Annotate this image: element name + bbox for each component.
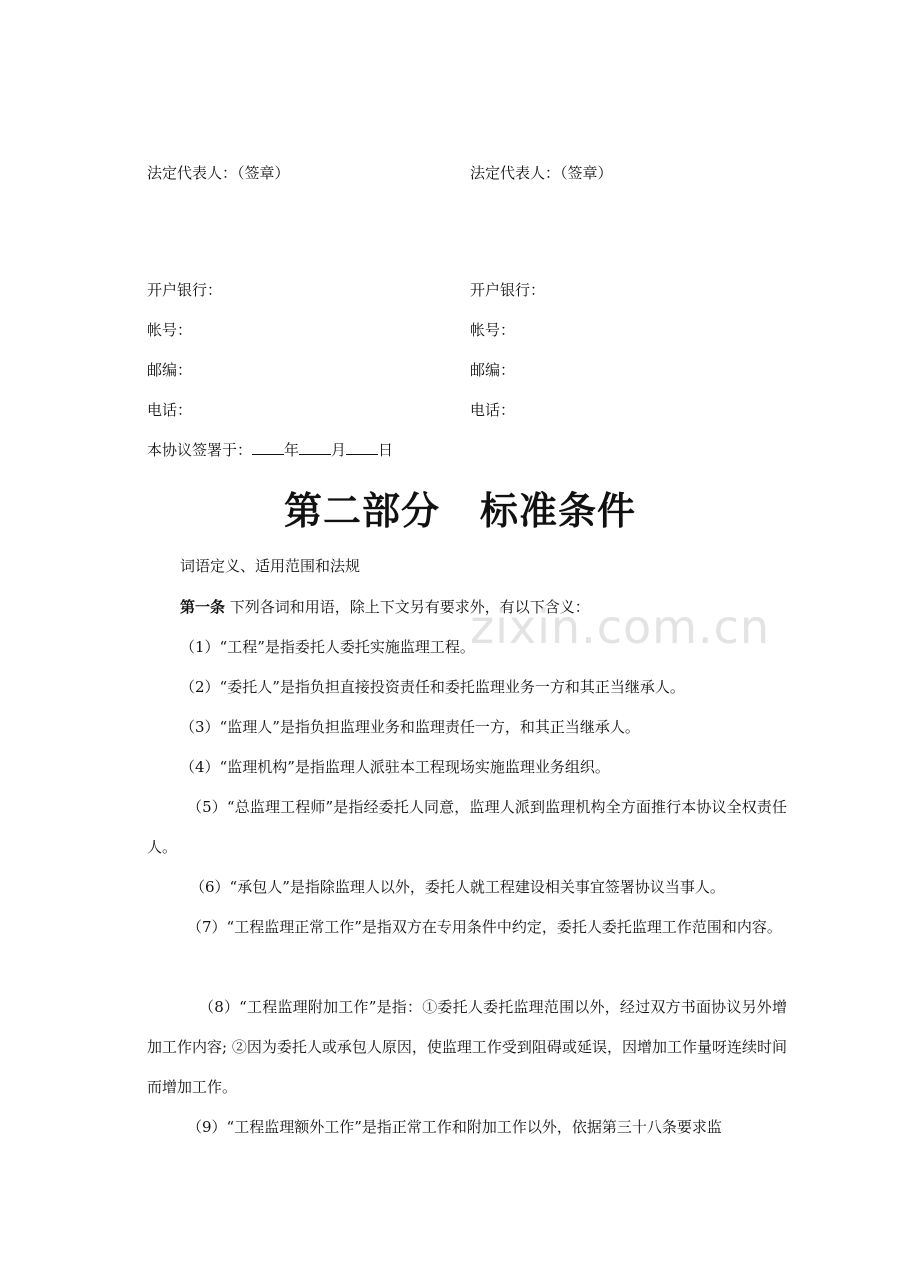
watermark: zixin.com.cn [470, 600, 771, 654]
left-bank: 开户银行： [147, 281, 223, 299]
definition-item: （8）“工程监理附加工作”是指：①委托人委托监理范围以外，经过双方书面协议另外增加工作内容; ②因为委托人或承包人原因，使监理工作受到阻碍或延误，因增加工作量呀连续时间而增加工作。 [147, 998, 787, 1096]
month-label: 月 [331, 441, 347, 459]
left-account: 帐号： [147, 321, 193, 339]
article-1-label: 第一条 [180, 598, 226, 616]
left-legal-rep: 法定代表人：（签章） [147, 164, 290, 182]
left-phone: 电话： [147, 401, 193, 419]
month-blank [299, 440, 331, 455]
part-label: 第二部分 [283, 489, 440, 533]
year-label: 年 [284, 441, 300, 459]
article-1-text: 下列各词和用语，除上下文另有要求外，有以下含义： [229, 598, 590, 616]
right-legal-rep: 法定代表人：（签章） [470, 164, 613, 182]
right-account: 帐号： [470, 321, 516, 339]
part-title: 标准条件 [480, 489, 637, 533]
definition-item: （4）“监理机构”是指监理人派驻本工程现场实施监理业务组织。 [180, 758, 610, 776]
definition-item: （2）“委托人”是指负担直接投资责任和委托监理业务一方和其正当继承人。 [180, 678, 685, 696]
year-blank [252, 440, 284, 455]
article-1 [180, 597, 590, 617]
day-blank [346, 440, 378, 455]
right-postcode: 邮编： [470, 361, 516, 379]
left-postcode: 邮编： [147, 361, 193, 379]
definition-item: （3）“监理人”是指负担监理业务和监理责任一方，和其正当继承人。 [180, 718, 640, 736]
signed-date-line [147, 440, 393, 460]
signed-date-prefix: 本协议签署于： [147, 441, 253, 459]
definition-item: （7）“工程监理正常工作”是指双方在专用条件中约定，委托人委托监理工作范围和内容。 [187, 918, 782, 936]
day-label: 日 [378, 441, 394, 459]
right-bank: 开户银行： [470, 281, 546, 299]
part-heading [0, 488, 920, 534]
definition-item: （5）“总监理工程师”是指经委托人同意，监理人派到监理机构全方面推行本协议全权责任人。 [147, 798, 787, 856]
definition-item: （1）“工程”是指委托人委托实施监理工程。 [180, 638, 475, 656]
definition-item: （9）“工程监理额外工作”是指正常工作和附加工作以外，依据第三十八条要求监 [187, 1118, 722, 1136]
section-title: 词语定义、适用范围和法规 [180, 557, 361, 575]
definition-item: （6）“承包人”是指除监理人以外，委托人就工程建设相关事宜签署协议当事人。 [190, 878, 725, 896]
right-phone: 电话： [470, 401, 516, 419]
